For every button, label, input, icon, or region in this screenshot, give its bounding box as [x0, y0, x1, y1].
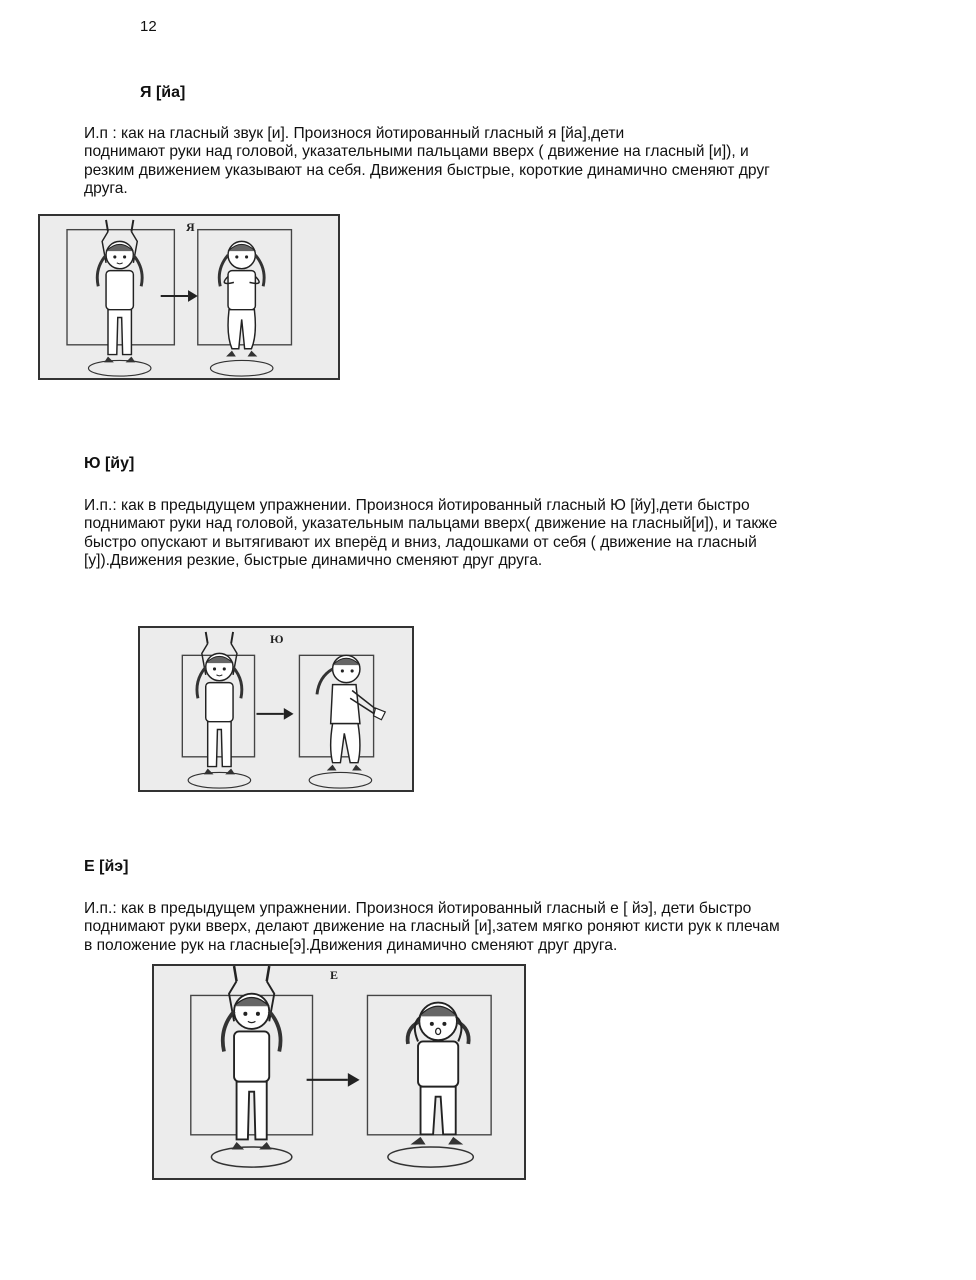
- section-text-yu: И.п.: как в предыдущем упражнении. Произнося йотированный гласный Ю [йу],дети быстро поднимают руки над головой, указательным пальцами вверх( движение на гласный[и]), и также быстро опускают и вытягивают их вперёд и вниз, ладошками от себя ( движение на гласный [у]).Движения резкие, быстрые динамично сменяют друг друга.: [84, 497, 778, 570]
- illustration-ye-drawing: [154, 966, 524, 1178]
- section-heading-ya: Я [йа]: [140, 84, 186, 101]
- section-text-ye: И.п.: как в предыдущем упражнении. Произнося йотированный гласный е [ йэ], дети быстро поднимают руки вверх, делают движение на гласный [и],затем мягко роняют кисти рук к плечам в положение рук на гласные[э].Движения динамично сменяют друг друга.: [84, 900, 780, 954]
- section-text-ya: И.п : как на гласный звук [и]. Произнося йотированный гласный я [йа],дети поднимают руки над головой, указательными пальцами вверх ( движение на гласный [и]), и резким движением указывают на себя. Движения быстрые, короткие динамично сменяют друг друга.: [84, 125, 770, 198]
- illustration-yu-letter: Ю: [270, 632, 284, 646]
- illustration-ye-letter: Е: [330, 968, 339, 982]
- section-heading-yu: Ю [йу]: [84, 455, 135, 472]
- illustration-ya: [38, 214, 340, 380]
- illustration-ya-letter: Я: [186, 220, 195, 234]
- illustration-ye: [152, 964, 526, 1180]
- page-number: 12: [140, 18, 157, 35]
- illustration-ya-drawing: [40, 216, 338, 378]
- illustration-yu-drawing: [140, 628, 412, 790]
- section-heading-ye: Е [йэ]: [84, 858, 129, 875]
- illustration-yu: [138, 626, 414, 792]
